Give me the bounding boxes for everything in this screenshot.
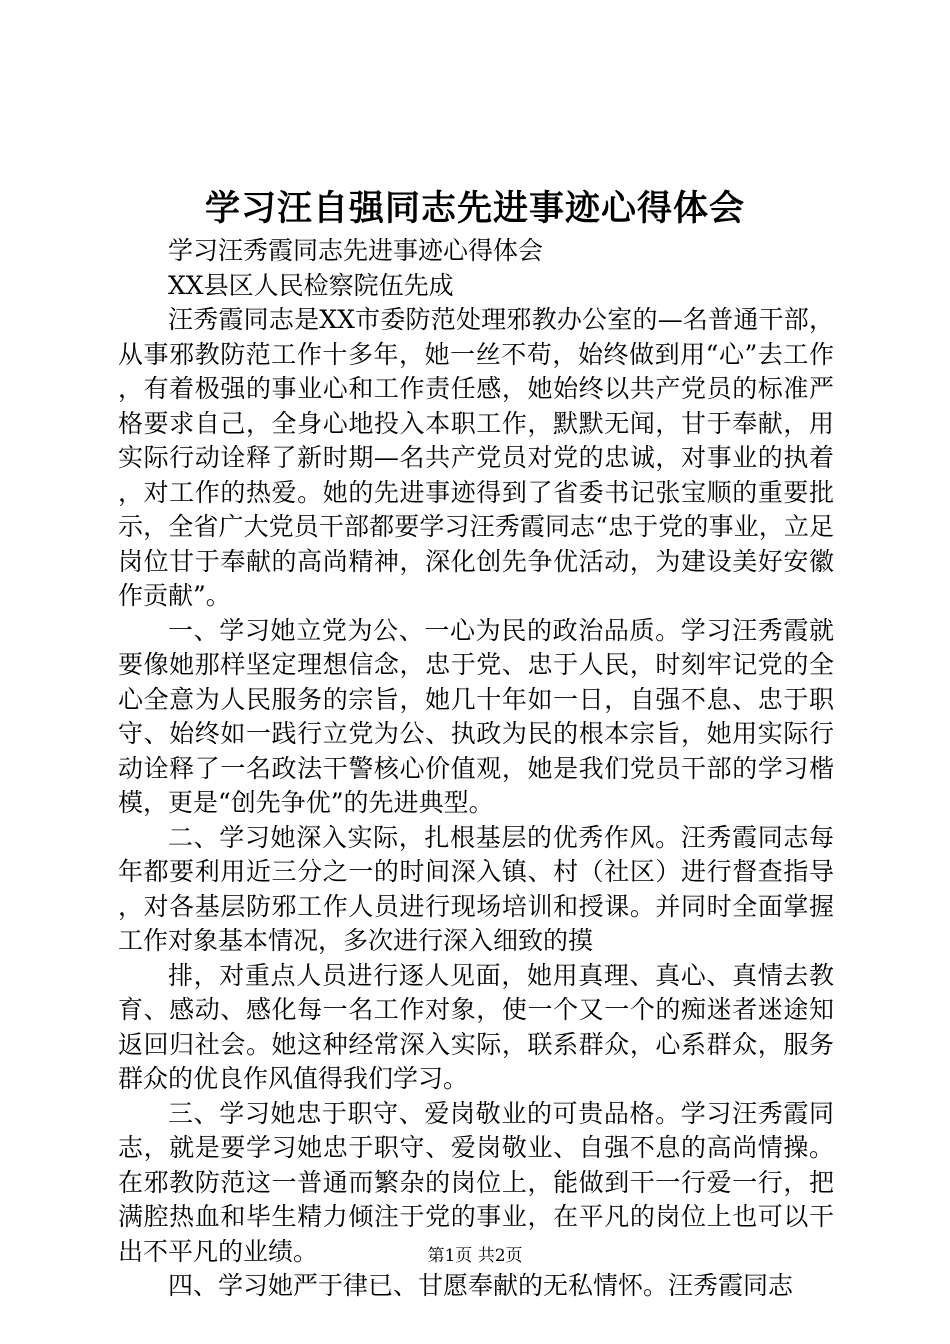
author-paragraph: XX县区人民检察院伍先成 <box>168 270 454 300</box>
intro-paragraph: 汪秀霞同志是XX市委防范处理邪教办公室的—名普通干部，从事邪教防范工作十多年，她一丝不苟，始终做到用“心”去工作，有着极强的事业心和工作责任感，她始终以共产党员的标准严格要求自己，全身心地投入本职工作，默默无闻，甘于奉献，用实际行动诠释了新时期—名共产党员对党的忠诚，对事业的执着，对工作的热爱。她的先进事迹得到了省委书记张宝顺的重要批示，全省广大党员干部都要学习汪秀霞同志“忠于党的事业，立足岗位甘于奉献的高尚精神，深化创先争优活动，为建设美好安徽作贡献”。 <box>118 305 834 610</box>
subtitle-paragraph: 学习汪秀霞同志先进事迹心得体会 <box>168 236 544 265</box>
section-two-paragraph: 二、学习她深入实际，扎根基层的优秀作风。汪秀霞同志每年都要利用近三分之一的时间深入镇、村（社区）进行督查指导，对各基层防邪工作人员进行现场培训和授课。并同时全面掌握工作对象基本情况，多次进行深入细致的摸 <box>118 822 834 955</box>
document-title: 学习汪自强同志先进事迹心得体会 <box>204 189 745 229</box>
section-one-paragraph: 一、学习她立党为公、一心为民的政治品质。学习汪秀霞就要像她那样坚定理想信念，忠于党、忠于人民，时刻牢记党的全心全意为人民服务的宗旨，她几十年如一日，自强不息、忠于职守、始终如一践行立党为公、执政为民的根本宗旨，她用实际行动诠释了一名政法干警核心价值观，她是我们党员干部的学习楷模，更是“创先争优”的先进典型。 <box>118 615 834 817</box>
section-four-paragraph: 四、学习她严于律已、甘愿奉献的无私情怀。汪秀霞同志 <box>168 1271 794 1300</box>
page-number-footer: 第1页 共2页 <box>427 1246 523 1266</box>
section-two-continued-paragraph: 排，对重点人员进行逐人见面，她用真理、真心、真情去教育、感动、感化每一名工作对象，使一个又一个的痴迷者迷途知返回归社会。她这种经常深入实际，联系群众，心系群众，服务群众的优良作风值得我们学习。 <box>118 960 834 1093</box>
document-body <box>118 234 834 1304</box>
section-three-paragraph: 三、学习她忠于职守、爱岗敬业的可贵品格。学习汪秀霞同志，就是要学习她忠于职守、爱岗敬业、自强不息的高尚情操。在邪教防范这一普通而繁杂的岗位上，能做到干一行爱一行，把满腔热血和毕生精力倾注于党的事业，在平凡的岗位上也可以干出不平凡的业绩。 <box>118 1098 834 1266</box>
